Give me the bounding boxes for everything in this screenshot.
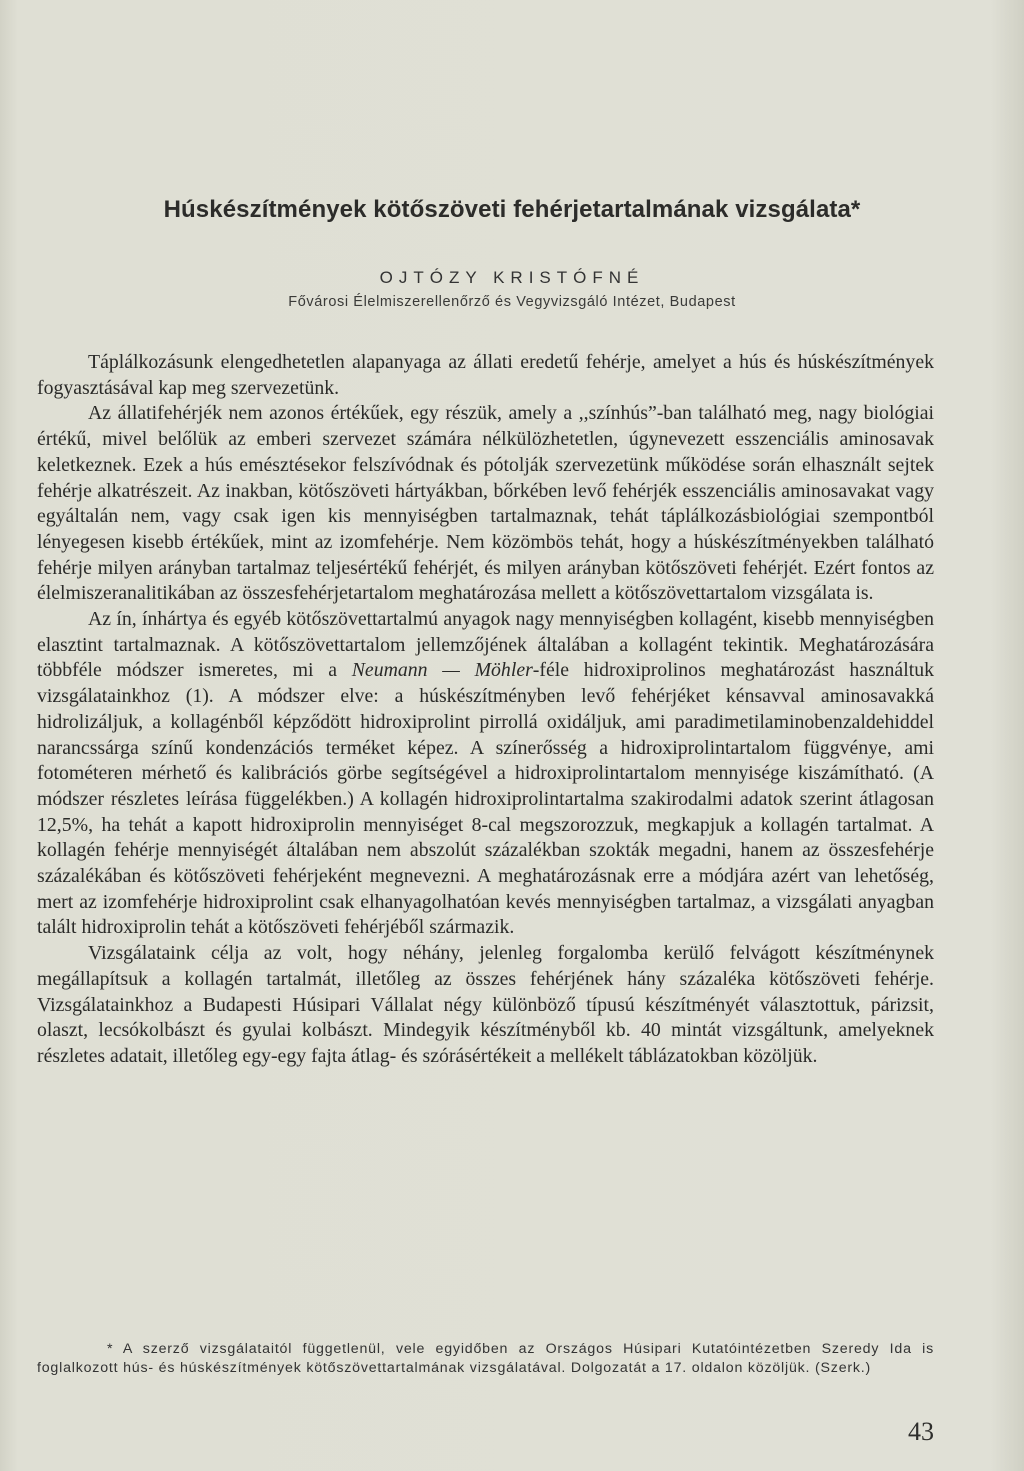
author-affiliation: Fővárosi Élelmiszerellenőrző és Vegyvizsgáló Intézet, Budapest bbox=[288, 294, 736, 310]
paragraph-3-text-b: -féle hidroxiprolinos meghatározást használtuk vizsgálatainkhoz (1). A módszer elve: a húskészítményben levő fehérjéket kénsavval aminosavakká hidrolizáljuk, a kollagénből képződött hidroxiprolint pirrollá oxidáljuk, ami paradimetilaminobenzaldehiddel narancssárga színű kondenzációs terméket képez. A színerősség a hidroxiprolintartalom függvénye, ami fotométeren mérhető és kalibrációs görbe segítségével a hidroxiprolintartalom mennyisége kiszámítható. (A módszer részletes leírása függelékben.) A kollagén hidroxiprolintartalma szakirodalmi adatok szerint átlagosan 12,5%, ha tehát a kapott hidroxiprolin mennyiséget 8-cal megszorozzuk, megkapjuk a kollagén tartalmat. A kollagén fehérje mennyiségét általában nem abszolút százalékban szokták megadni, hanem az összesfehérje százalékában és kötőszöveti fehérjeként megnevezni. A meghatározásnak erre a módjára azért van lehetőség, mert az izomfehérje hidroxiprolint csak elhanyagolhatóan kevés mennyiségben tartalmaz, a vizsgálati anyagban talált hidroxiprolin tehát a kötőszöveti fehérjéből származik. bbox=[37, 659, 934, 939]
paragraph-3-text-a: Az ín, ínhártya és egyéb kötőszövettartalmú anyagok nagy mennyiségben kollagént, kisebb mennyiségben elasztint tartalmaznak. A kötőszövettartalom jellemzőjének általában a kollagént tekintik. Meghatározására többféle módszer ismeretes, mi a bbox=[37, 608, 934, 682]
method-name: Neumann — Möhler bbox=[351, 659, 533, 682]
paragraph-3 bbox=[37, 607, 934, 941]
page-number: 43 bbox=[908, 1417, 934, 1446]
paragraph-2: Az állatifehérjék nem azonos értékűek, egy részük, amely a ,,színhús”-ban található meg, nagy biológiai értékű, mivel belőlük az emberi szervezet számára nélkülözhetetlen, úgynevezett esszenciális aminosavak keletkeznek. Ezek a hús emésztésekor felszívódnak és pótolják szervezetünk működése során elhasznált sejtek fehérje alkatrészeit. Az inakban, kötőszöveti hártyákban, bőrkében levő fehérjék esszenciális aminosavakat vagy egyáltalán nem, vagy csak igen kis mennyiségben tartalmaznak, tehát táplálkozásbiológiai szempontból lényegesen kisebb értékűek, mint az izomfehérje. Nem közömbös tehát, hogy a húskészítményekben található fehérje milyen arányban tartalmaz teljesértékű fehérjét, és milyen arányban kötőszöveti fehérjét. Ezért fontos az élelmiszeranalitikában az összesfehérjetartalom meghatározása mellett a kötőszövettartalom vizsgálata is. bbox=[37, 402, 934, 605]
paragraph-4: Vizsgálataink célja az volt, hogy néhány, jelenleg forgalomba kerülő felvágott készítménynek megállapítsuk a kollagén tartalmát, illetőleg az összes fehérjének hány százaléka kötőszöveti fehérje. Vizsgálatainkhoz a Budapesti Húsipari Vállalat négy különböző típusú készítményét választottuk, párizsit, olaszt, lecsókolbászt és gyulai kolbászt. Mindegyik készítményből kb. 40 mintát vizsgáltunk, amelyeknek részletes adatait, illetőleg egy-egy fajta átlag- és szórásértékeit a mellékelt táblázatokban közöljük. bbox=[37, 942, 934, 1067]
footnote: * A szerző vizsgálataitól függetlenül, vele egyidőben az Országos Húsipari Kutatóintézetben Szeredy Ida is foglalkozott hús- és húskészítmények kötőszövettartalmának vizsgálatával. Dolgozatát a 17. oldalon közöljük. (Szerk.) bbox=[37, 1341, 934, 1376]
paragraph-1: Táplálkozásunk elengedhetetlen alapanyaga az állati eredetű fehérje, amelyet a hús és húskészítmények fogyasztásával kap meg szervezetünk. bbox=[37, 351, 934, 399]
author-name: OJTÓZY KRISTÓFNÉ bbox=[379, 268, 645, 287]
article-title: Húskészítmények kötőszöveti fehérjetartalmának vizsgálata* bbox=[163, 196, 861, 223]
article-body bbox=[37, 350, 934, 1070]
